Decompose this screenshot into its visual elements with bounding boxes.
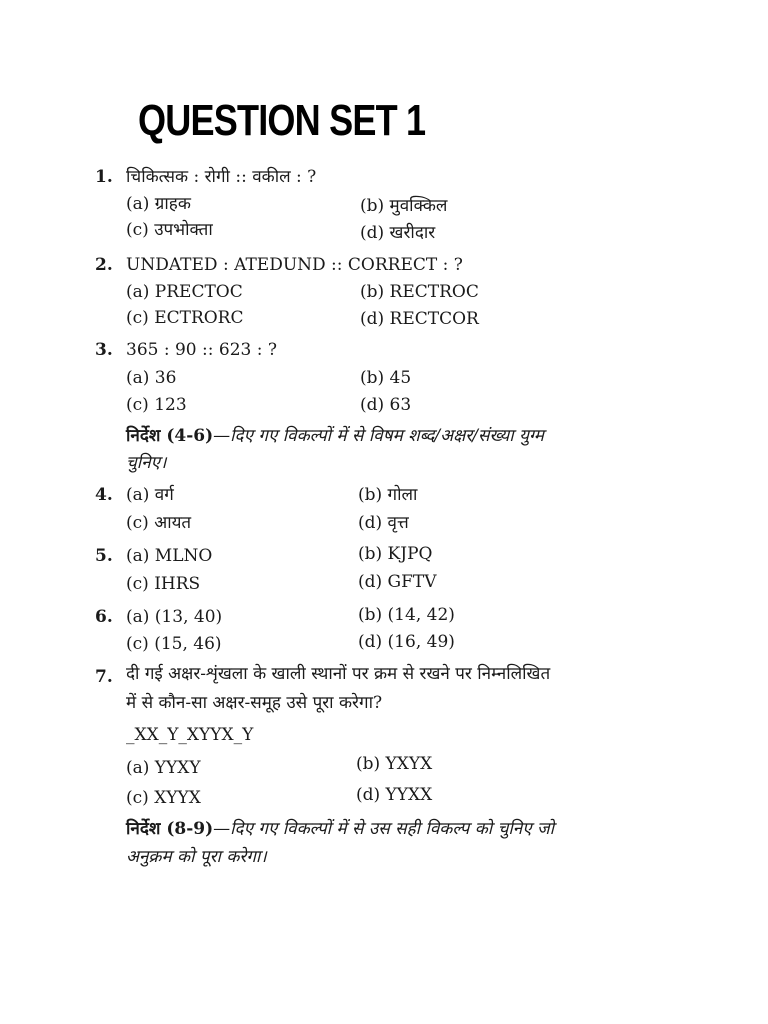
letter-series: _XX_Y_XYYX_Y bbox=[126, 725, 254, 745]
option-d: (d) RECTCOR bbox=[360, 309, 479, 329]
direction-label: निर्देश (4-6) bbox=[126, 426, 214, 446]
option-a: (a) वर्ग bbox=[126, 485, 174, 505]
direction-text-cont: चुनिए। bbox=[126, 453, 167, 473]
option-b: (b) KJPQ bbox=[358, 544, 433, 564]
question-number: 1. bbox=[95, 167, 113, 187]
direction-text: —दिए गए विकल्पों में से विषम शब्द/अक्षर/संख्या युग्म bbox=[213, 426, 544, 446]
option-c: (c) 123 bbox=[126, 395, 187, 415]
question-number: 5. bbox=[95, 546, 113, 566]
option-a: (a) PRECTOC bbox=[126, 282, 243, 302]
option-d: (d) GFTV bbox=[358, 572, 437, 592]
option-a: (a) 36 bbox=[126, 368, 177, 388]
question-number: 7. bbox=[95, 667, 113, 687]
option-b: (b) मुवक्किल bbox=[360, 196, 448, 216]
option-b: (b) (14, 42) bbox=[358, 605, 455, 625]
question-text: चिकित्सक : रोगी :: वकील : ? bbox=[126, 167, 317, 187]
option-b: (b) 45 bbox=[360, 368, 412, 388]
question-number: 4. bbox=[95, 485, 113, 505]
option-d: (d) 63 bbox=[360, 395, 412, 415]
direction-text-cont: अनुक्रम को पूरा करेगा। bbox=[126, 847, 267, 867]
question-text: UNDATED : ATEDUND :: CORRECT : ? bbox=[126, 255, 463, 275]
option-c: (c) उपभोक्ता bbox=[126, 220, 213, 240]
option-d: (d) वृत्त bbox=[358, 513, 409, 533]
option-c: (c) (15, 46) bbox=[126, 634, 222, 654]
option-a: (a) MLNO bbox=[126, 546, 213, 566]
option-d: (d) खरीदार bbox=[360, 223, 436, 243]
option-b: (b) YXYX bbox=[356, 754, 433, 774]
option-c: (c) ECTRORC bbox=[126, 308, 244, 328]
direction-label: निर्देश (8-9) bbox=[126, 819, 214, 839]
option-d: (d) (16, 49) bbox=[358, 632, 455, 652]
direction-4-6 bbox=[126, 425, 544, 447]
page-title: QUESTION SET 1 bbox=[138, 96, 426, 145]
question-text: 365 : 90 :: 623 : ? bbox=[126, 340, 277, 360]
option-c: (c) IHRS bbox=[126, 574, 201, 594]
question-text: दी गई अक्षर-शृंखला के खाली स्थानों पर क्रम से रखने पर निम्नलिखित bbox=[126, 664, 551, 684]
option-a: (a) ग्राहक bbox=[126, 194, 191, 214]
question-number: 2. bbox=[95, 255, 113, 275]
option-a: (a) (13, 40) bbox=[126, 607, 223, 627]
question-number: 6. bbox=[95, 607, 113, 627]
question-text-cont: में से कौन-सा अक्षर-समूह उसे पूरा करेगा? bbox=[126, 693, 383, 713]
option-c: (c) आयत bbox=[126, 513, 192, 533]
question-number: 3. bbox=[95, 340, 113, 360]
option-b: (b) गोला bbox=[358, 485, 418, 505]
option-b: (b) RECTROC bbox=[360, 282, 479, 302]
direction-text: —दिए गए विकल्पों में से उस सही विकल्प को चुनिए जो bbox=[213, 819, 555, 839]
direction-8-9 bbox=[126, 818, 554, 840]
option-c: (c) XYYX bbox=[126, 788, 201, 808]
option-a: (a) YYXY bbox=[126, 758, 201, 778]
option-d: (d) YYXX bbox=[356, 785, 433, 805]
